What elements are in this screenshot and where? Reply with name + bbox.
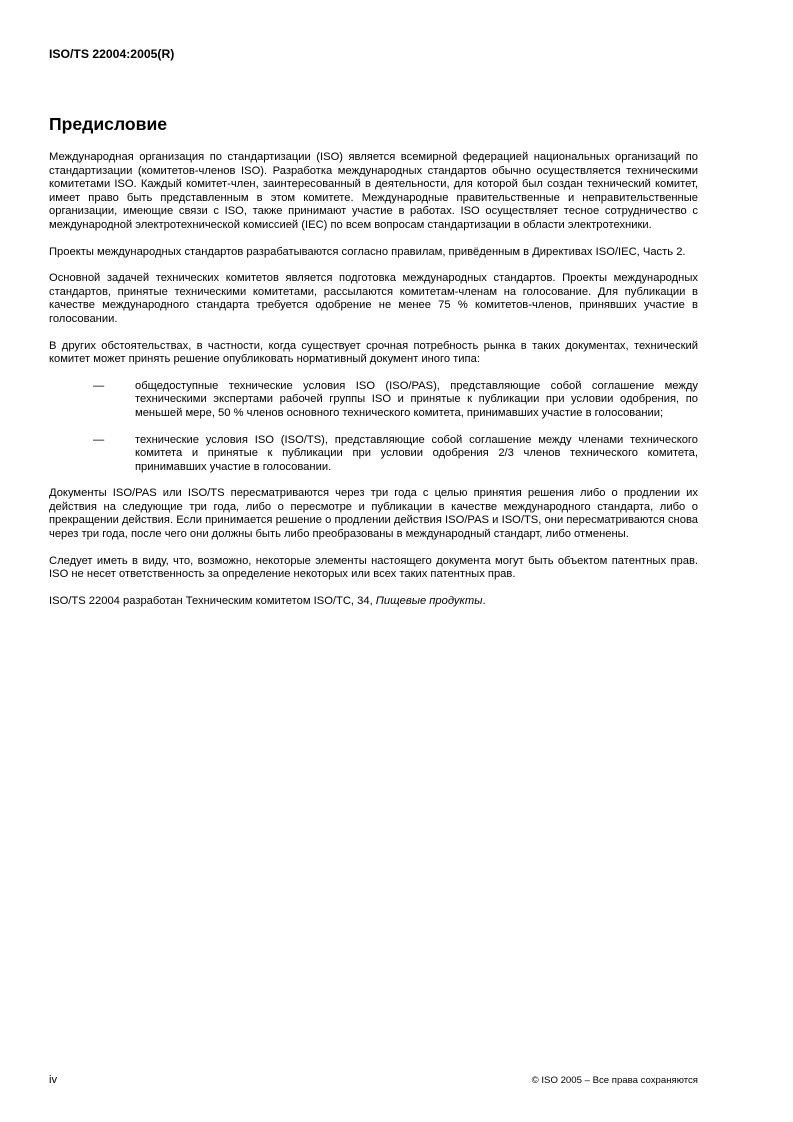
document-types-list	[49, 380, 698, 475]
list-item	[49, 434, 698, 475]
committee-subject: Пищевые продукты	[375, 594, 483, 607]
paragraph-iso-intro: Международная организация по стандартизации (ISO) является всемирной федерацией национальных организаций по стандартизации (комитетов-членов ISO). Разработка международных стандартов обычно осуществляется техническими комитетами ISO. Каждый комитет-член, заинтересованный в деятельности, для которой был создан технический комитет, имеет право быть представленным в этом комитете. Международные правительственные и неправительственные организации, имеющие связи с ISO, также принимают участие в работах. ISO осуществляет тесное сотрудничество с международной электротехнической комиссией (IEC) по всем вопросам стандартизации в области электротехники.	[49, 151, 698, 231]
foreword-body	[49, 151, 698, 621]
paragraph-drafts-rules: Проекты международных стандартов разрабатываются согласно правилам, привёденным в Директивах ISO/IEC, Часть 2.	[49, 245, 686, 258]
paragraph-committee-task: Основной задачей технических комитетов является подготовка международных стандартов. Проекты международных стандартов, принятые техническими комитетами, рассылаются комитетам-членам на голосование. Для публикации в качестве международного стандарта требуется одобрение не менее 75 % комитетов-членов, принявших участие в голосовании.	[49, 272, 698, 325]
paragraph-review: Документы ISO/PAS или ISO/TS пересматриваются через три года с целью принятия решения либо о продлении их действия на следующие три года, либо о пересмотре и публикации в качестве международного стандарта, либо о прекращении действия. Если принимается решение о продлении действия ISO/PAS и ISO/TS, они пересматриваются снова через три года, после чего они должны быть либо преобразованы в международный стандарт, либо отменены.	[49, 487, 698, 541]
dash-bullet: —	[93, 379, 105, 392]
list-item	[49, 380, 698, 421]
list-item-text: технические условия ISO (ISO/TS), представляющие собой соглашение между членами технического комитета и принятые к публикации при условии одобрения 2/3 членов технического комитета, принимавших участие в голосовании.	[135, 433, 698, 473]
page-title: Предисловие	[49, 114, 168, 134]
dash-bullet: —	[93, 433, 105, 446]
list-item-text: общедоступные технические условия ISO (ISO/PAS), представляющие собой соглашение между техническими экспертами рабочей группы ISO и принятые к публикации при условии одобрения, по меньшей мере, 50 % членов основного технического комитета, принимавших участие в голосовании;	[135, 379, 698, 419]
paragraph-patents: Следует иметь в виду, что, возможно, некоторые элементы настоящего документа могут быть объектом патентных прав. ISO не несет ответственность за определение некоторых или всех таких патентных прав.	[49, 554, 698, 581]
paragraph-other-circumstances: В других обстоятельствах, в частности, когда существует срочная потребность рынка в таких документах, технический комитет может принять решение опубликовать нормативный документ иного типа:	[49, 339, 698, 366]
prepared-by-suffix: .	[482, 594, 486, 607]
page-number: iv	[49, 1074, 58, 1086]
prepared-by-prefix: ISO/TS 22004 разработан Техническим комитетом ISO/TC, 34,	[49, 594, 376, 607]
document-identifier: ISO/TS 22004:2005(R)	[49, 47, 175, 61]
copyright-notice: © ISO 2005 – Все права сохраняются	[531, 1075, 698, 1086]
paragraph-prepared-by	[49, 595, 698, 609]
